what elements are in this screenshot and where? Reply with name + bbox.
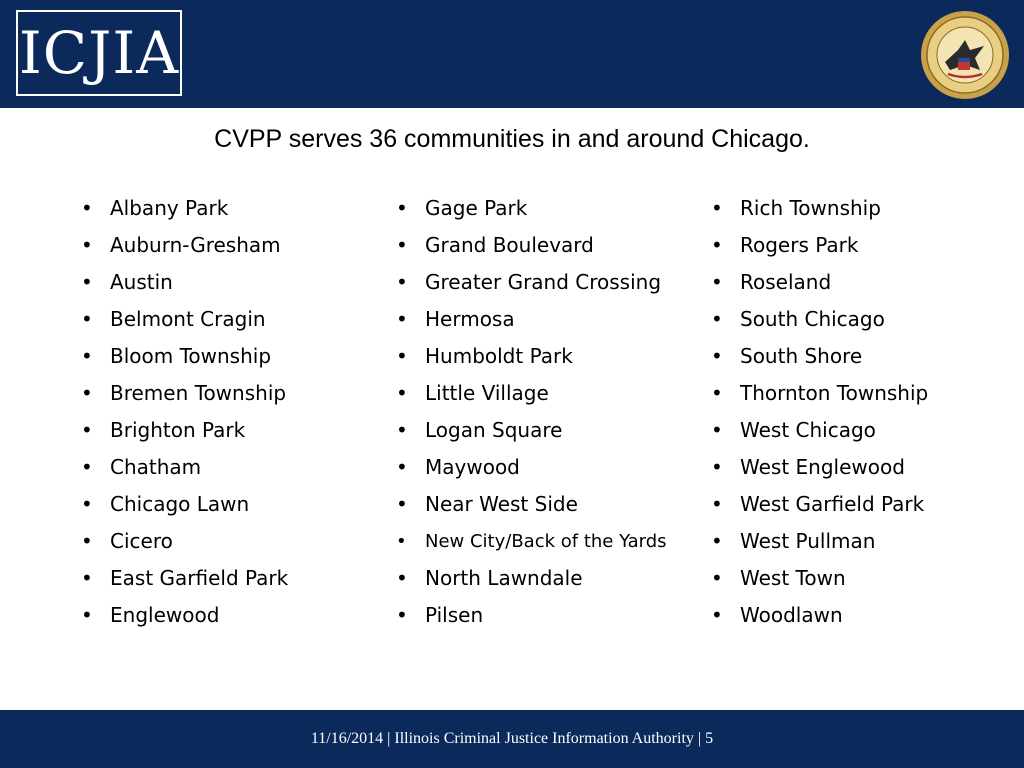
- list-item: • West Garfield Park: [706, 486, 928, 523]
- list-item: • Maywood: [391, 449, 667, 486]
- list-item: • Bloom Township: [76, 338, 288, 375]
- list-item: • Belmont Cragin: [76, 301, 288, 338]
- list-item: • Austin: [76, 264, 288, 301]
- list-item: • Bremen Township: [76, 375, 288, 412]
- list-item: • Rich Township: [706, 190, 928, 227]
- list-item: • Chicago Lawn: [76, 486, 288, 523]
- list-item: • Thornton Township: [706, 375, 928, 412]
- header-bar: [0, 0, 1024, 108]
- list-item: • Grand Boulevard: [391, 227, 667, 264]
- list-item: • Pilsen: [391, 597, 667, 634]
- list-item: • West Chicago: [706, 412, 928, 449]
- community-list-column-2: [391, 190, 667, 634]
- list-item: • Hermosa: [391, 301, 667, 338]
- list-item: • South Chicago: [706, 301, 928, 338]
- list-item: • Greater Grand Crossing: [391, 264, 667, 301]
- list-item: • Englewood: [76, 597, 288, 634]
- list-item: • Logan Square: [391, 412, 667, 449]
- list-item: • New City/Back of the Yards: [391, 523, 667, 560]
- list-item: • West Town: [706, 560, 928, 597]
- list-item: • Auburn-Gresham: [76, 227, 288, 264]
- footer-bar: [0, 710, 1024, 768]
- list-item: • South Shore: [706, 338, 928, 375]
- list-item: • Brighton Park: [76, 412, 288, 449]
- list-item: • Roseland: [706, 264, 928, 301]
- list-item: • East Garfield Park: [76, 560, 288, 597]
- community-list-column-1: [76, 190, 288, 634]
- list-item: • Albany Park: [76, 190, 288, 227]
- list-item: • Gage Park: [391, 190, 667, 227]
- list-item: • Near West Side: [391, 486, 667, 523]
- list-item: • West Englewood: [706, 449, 928, 486]
- list-item: • Woodlawn: [706, 597, 928, 634]
- list-item: • Rogers Park: [706, 227, 928, 264]
- list-item: • Cicero: [76, 523, 288, 560]
- footer-text: 11/16/2014 | Illinois Criminal Justice Information Authority | 5: [310, 730, 714, 747]
- page-title: CVPP serves 36 communities in and around Chicago.: [214, 125, 810, 153]
- list-item: • Humboldt Park: [391, 338, 667, 375]
- list-item: • North Lawndale: [391, 560, 667, 597]
- list-item: • Chatham: [76, 449, 288, 486]
- community-list-column-3: [706, 190, 928, 634]
- icjia-logo: ICJIA: [16, 10, 182, 96]
- list-item: • Little Village: [391, 375, 667, 412]
- illinois-state-seal-icon: [920, 10, 1010, 100]
- list-item: • West Pullman: [706, 523, 928, 560]
